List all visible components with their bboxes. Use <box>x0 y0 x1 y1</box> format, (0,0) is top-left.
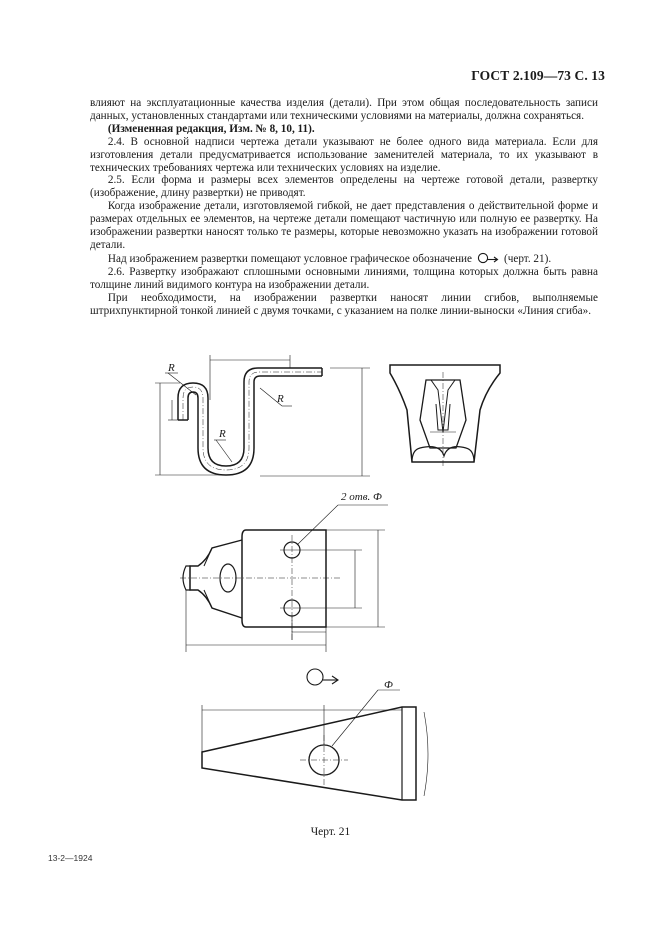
unfold-symbol-icon <box>307 669 338 685</box>
figure-caption: Черт. 21 <box>310 826 351 838</box>
bent-part-side-view <box>155 355 370 476</box>
radius-label: R <box>219 428 226 440</box>
diameter-label: Ф <box>384 679 393 691</box>
bent-part-end-view <box>390 365 500 466</box>
holes-label: 2 отв. Ф <box>341 491 382 503</box>
bent-part-top-view <box>180 505 388 652</box>
page-header: ГОСТ 2.109—73 С. 13 <box>471 68 605 83</box>
paragraph-2-6: 2.6. Развертку изображают сплошными основными линиями, толщина которых должна быть равна толщине линий видимого контура на изображении детали. <box>90 265 598 291</box>
flat-pattern-view <box>202 690 428 800</box>
page-footer: 13-2—1924 <box>48 853 93 863</box>
paragraph-bend-lines: При необходимости, на изображении развертки наносят линии сгибов, выполняемые штрихпунктирной тонкой линией с двумя точками, с указанием на полке линии-выноски «Линия сгиба». <box>90 291 598 317</box>
paragraph-2-5: 2.5. Если форма и размеры всех элементов определены на чертеже готовой детали, развертку (изображение, длину развертки) не приводят. <box>90 174 598 200</box>
paragraph: влияют на эксплуатационные качества изделия (детали). При этом общая последовательность записи данных, установленных стандартами или техническими условиями на материалы, должна сохраняться. <box>90 97 598 122</box>
amendment-note: (Измененная редакция, Изм. № 8, 10, 11). <box>107 122 315 135</box>
paragraph-2-4: 2.4. В основной надписи чертежа детали указывают не более одного вида материала. Если для изготовления детали предусматривается использование заменителей материала, то их указывают в технических требованиях чертежа или технических условиях на изделие. <box>90 135 598 174</box>
paragraph-symbol: Над изображением развертки помещают условное графическое обозначение (черт. 21). <box>107 252 552 265</box>
radius-label: R <box>168 362 175 374</box>
radius-label: R <box>277 393 284 405</box>
paragraph-unfold: Когда изображение детали, изготовляемой гибкой, не дает представления о действительной форме и размерах отдельных ее элементов, на чертеже детали помещают частичную или полную ее развертку. На изображении развертки наносят только те размеры, которые невозможно указать на изображении готовой детали. <box>90 200 598 251</box>
